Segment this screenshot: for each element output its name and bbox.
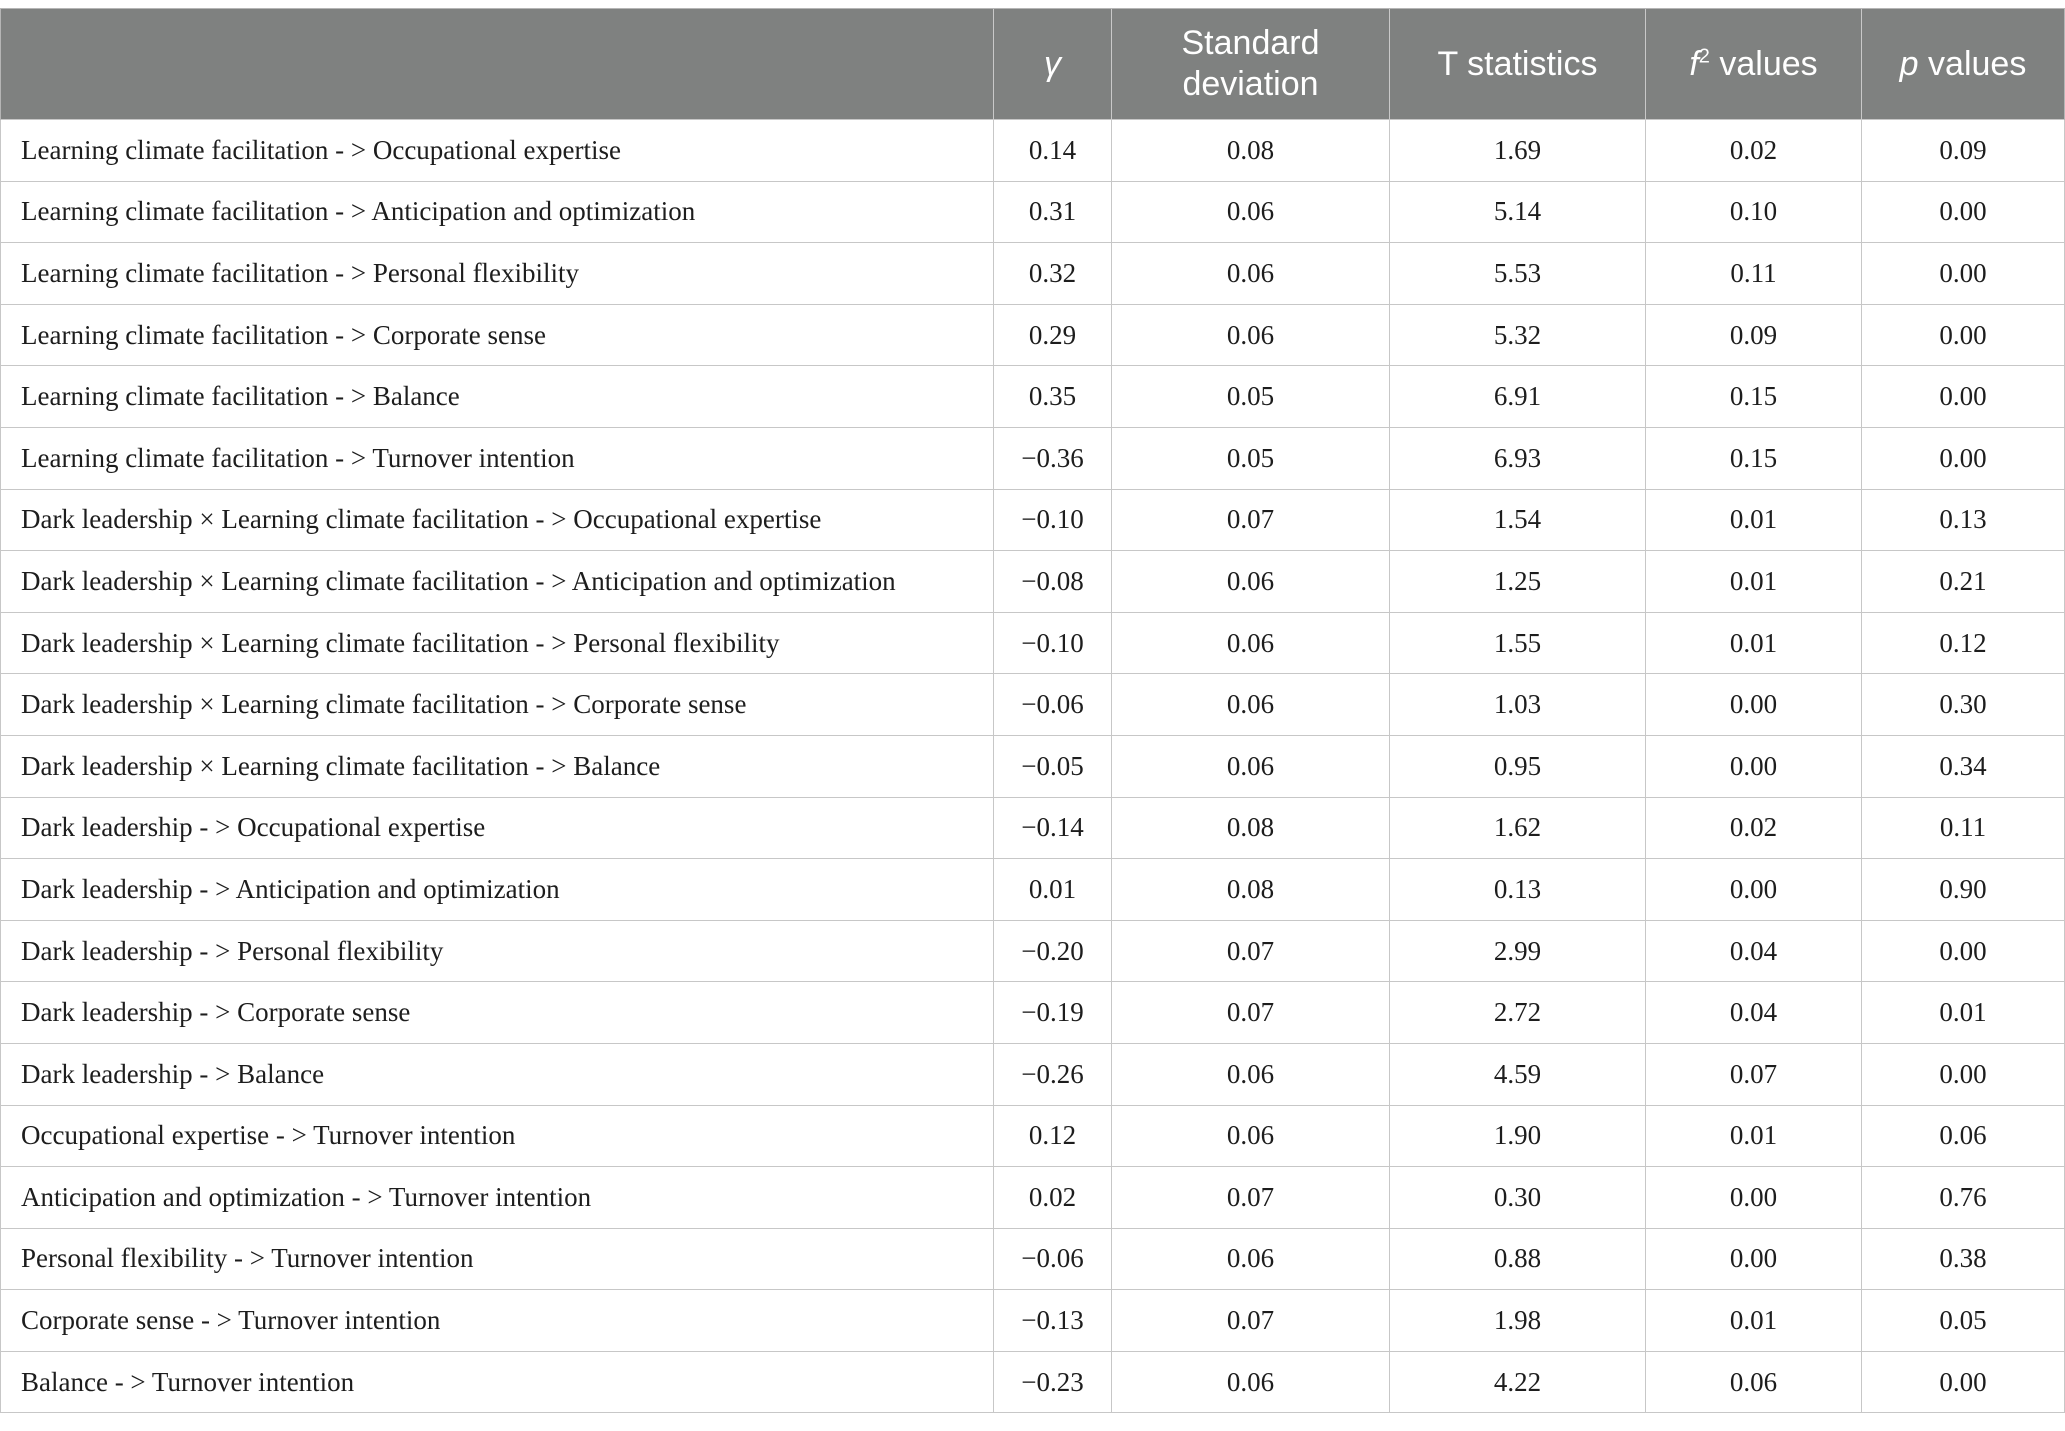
path-cell: Learning climate facilitation - > Occupational expertise <box>1 120 994 182</box>
gamma-cell: −0.10 <box>994 612 1112 674</box>
gamma-cell: 0.35 <box>994 366 1112 428</box>
p-value-cell: 0.00 <box>1862 304 2065 366</box>
table-row <box>1 1105 2065 1167</box>
path-cell: Personal flexibility - > Turnover intention <box>1 1228 994 1290</box>
p-value-cell: 0.00 <box>1862 1351 2065 1413</box>
p-value-cell: 0.00 <box>1862 366 2065 428</box>
p-value-cell: 0.76 <box>1862 1167 2065 1229</box>
path-cell: Dark leadership - > Personal flexibility <box>1 920 994 982</box>
header-row <box>1 9 2065 120</box>
sd-cell: 0.06 <box>1112 674 1390 736</box>
t-stat-cell: 5.32 <box>1390 304 1646 366</box>
path-cell: Corporate sense - > Turnover intention <box>1 1290 994 1352</box>
gamma-cell: −0.26 <box>994 1043 1112 1105</box>
sd-cell: 0.08 <box>1112 859 1390 921</box>
sd-cell: 0.07 <box>1112 489 1390 551</box>
t-stat-cell: 6.91 <box>1390 366 1646 428</box>
path-cell: Anticipation and optimization - > Turnover intention <box>1 1167 994 1229</box>
f2-cell: 0.00 <box>1646 674 1862 736</box>
sd-cell: 0.06 <box>1112 181 1390 243</box>
gamma-cell: −0.10 <box>994 489 1112 551</box>
table-row <box>1 982 2065 1044</box>
gamma-cell: −0.14 <box>994 797 1112 859</box>
p-value-cell: 0.38 <box>1862 1228 2065 1290</box>
t-stat-cell: 0.30 <box>1390 1167 1646 1229</box>
p-value-cell: 0.00 <box>1862 920 2065 982</box>
path-cell: Learning climate facilitation - > Corporate sense <box>1 304 994 366</box>
f2-cell: 0.10 <box>1646 181 1862 243</box>
header-standard-deviation <box>1112 9 1390 120</box>
gamma-cell: −0.06 <box>994 1228 1112 1290</box>
gamma-cell: 0.31 <box>994 181 1112 243</box>
gamma-cell: 0.29 <box>994 304 1112 366</box>
gamma-cell: −0.20 <box>994 920 1112 982</box>
gamma-cell: −0.23 <box>994 1351 1112 1413</box>
p-value-cell: 0.09 <box>1862 120 2065 182</box>
p-value-cell: 0.00 <box>1862 243 2065 305</box>
p-value-cell: 0.00 <box>1862 181 2065 243</box>
table-row <box>1 427 2065 489</box>
header-text-pre: T statistics <box>1437 44 1598 83</box>
gamma-cell: −0.36 <box>994 427 1112 489</box>
f2-cell: 0.02 <box>1646 797 1862 859</box>
sd-cell: 0.05 <box>1112 427 1390 489</box>
table-row <box>1 1167 2065 1229</box>
table-row <box>1 1351 2065 1413</box>
table-header <box>1 9 2065 120</box>
t-stat-cell: 4.22 <box>1390 1351 1646 1413</box>
p-value-cell: 0.30 <box>1862 674 2065 736</box>
path-cell: Dark leadership × Learning climate facilitation - > Occupational expertise <box>1 489 994 551</box>
sd-cell: 0.06 <box>1112 1043 1390 1105</box>
f2-cell: 0.00 <box>1646 735 1862 797</box>
header-text-italic: f <box>1689 44 1699 83</box>
table-row <box>1 1290 2065 1352</box>
t-stat-cell: 1.90 <box>1390 1105 1646 1167</box>
gamma-cell: −0.08 <box>994 551 1112 613</box>
f2-cell: 0.00 <box>1646 1228 1862 1290</box>
path-cell: Dark leadership - > Anticipation and optimization <box>1 859 994 921</box>
f2-cell: 0.00 <box>1646 1167 1862 1229</box>
table-row <box>1 1228 2065 1290</box>
path-cell: Learning climate facilitation - > Turnover intention <box>1 427 994 489</box>
path-cell: Dark leadership × Learning climate facilitation - > Balance <box>1 735 994 797</box>
sd-cell: 0.06 <box>1112 735 1390 797</box>
path-cell: Dark leadership - > Occupational expertise <box>1 797 994 859</box>
header-path <box>1 9 994 120</box>
sd-cell: 0.08 <box>1112 120 1390 182</box>
header-text-italic: p <box>1899 44 1919 83</box>
path-cell: Dark leadership - > Balance <box>1 1043 994 1105</box>
sd-cell: 0.06 <box>1112 1105 1390 1167</box>
f2-cell: 0.15 <box>1646 366 1862 428</box>
t-stat-cell: 1.25 <box>1390 551 1646 613</box>
p-value-cell: 0.01 <box>1862 982 2065 1044</box>
f2-cell: 0.01 <box>1646 612 1862 674</box>
path-cell: Learning climate facilitation - > Personal flexibility <box>1 243 994 305</box>
t-stat-cell: 6.93 <box>1390 427 1646 489</box>
gamma-cell: −0.06 <box>994 674 1112 736</box>
header-text-post: values <box>1709 44 1818 83</box>
header-t-statistics <box>1390 9 1646 120</box>
f2-cell: 0.06 <box>1646 1351 1862 1413</box>
table-body <box>1 120 2065 1413</box>
table-row <box>1 304 2065 366</box>
gamma-cell: 0.12 <box>994 1105 1112 1167</box>
table-row <box>1 797 2065 859</box>
path-cell: Dark leadership × Learning climate facilitation - > Personal flexibility <box>1 612 994 674</box>
sd-cell: 0.06 <box>1112 243 1390 305</box>
t-stat-cell: 2.72 <box>1390 982 1646 1044</box>
p-value-cell: 0.12 <box>1862 612 2065 674</box>
f2-cell: 0.07 <box>1646 1043 1862 1105</box>
table-row <box>1 674 2065 736</box>
table-row <box>1 612 2065 674</box>
p-value-cell: 0.00 <box>1862 1043 2065 1105</box>
t-stat-cell: 1.98 <box>1390 1290 1646 1352</box>
p-value-cell: 0.00 <box>1862 427 2065 489</box>
table-row <box>1 859 2065 921</box>
sd-cell: 0.07 <box>1112 920 1390 982</box>
gamma-cell: 0.32 <box>994 243 1112 305</box>
gamma-cell: 0.14 <box>994 120 1112 182</box>
table-row <box>1 366 2065 428</box>
path-cell: Dark leadership - > Corporate sense <box>1 982 994 1044</box>
gamma-cell: 0.01 <box>994 859 1112 921</box>
p-value-cell: 0.11 <box>1862 797 2065 859</box>
sd-cell: 0.06 <box>1112 1351 1390 1413</box>
f2-cell: 0.00 <box>1646 859 1862 921</box>
path-cell: Balance - > Turnover intention <box>1 1351 994 1413</box>
sd-cell: 0.07 <box>1112 1290 1390 1352</box>
t-stat-cell: 2.99 <box>1390 920 1646 982</box>
p-value-cell: 0.06 <box>1862 1105 2065 1167</box>
f2-cell: 0.01 <box>1646 1105 1862 1167</box>
t-stat-cell: 1.03 <box>1390 674 1646 736</box>
table-row <box>1 551 2065 613</box>
t-stat-cell: 4.59 <box>1390 1043 1646 1105</box>
f2-cell: 0.01 <box>1646 1290 1862 1352</box>
table-row <box>1 1043 2065 1105</box>
table-row <box>1 243 2065 305</box>
t-stat-cell: 0.88 <box>1390 1228 1646 1290</box>
t-stat-cell: 0.13 <box>1390 859 1646 921</box>
f2-cell: 0.04 <box>1646 982 1862 1044</box>
p-value-cell: 0.34 <box>1862 735 2065 797</box>
sd-cell: 0.07 <box>1112 982 1390 1044</box>
t-stat-cell: 1.69 <box>1390 120 1646 182</box>
sd-cell: 0.06 <box>1112 1228 1390 1290</box>
t-stat-cell: 1.62 <box>1390 797 1646 859</box>
gamma-cell: −0.05 <box>994 735 1112 797</box>
table-row <box>1 920 2065 982</box>
sd-cell: 0.06 <box>1112 304 1390 366</box>
sd-cell: 0.07 <box>1112 1167 1390 1229</box>
header-gamma <box>994 9 1112 120</box>
t-stat-cell: 0.95 <box>1390 735 1646 797</box>
t-stat-cell: 1.54 <box>1390 489 1646 551</box>
path-coefficients-table <box>0 8 2065 1413</box>
p-value-cell: 0.13 <box>1862 489 2065 551</box>
f2-cell: 0.01 <box>1646 489 1862 551</box>
f2-cell: 0.02 <box>1646 120 1862 182</box>
f2-cell: 0.09 <box>1646 304 1862 366</box>
f2-cell: 0.15 <box>1646 427 1862 489</box>
p-value-cell: 0.21 <box>1862 551 2065 613</box>
table-row <box>1 735 2065 797</box>
path-cell: Learning climate facilitation - > Balance <box>1 366 994 428</box>
t-stat-cell: 5.14 <box>1390 181 1646 243</box>
header-text-pre: Standard deviation <box>1181 24 1320 103</box>
header-text-sup: 2 <box>1698 45 1710 68</box>
p-value-cell: 0.05 <box>1862 1290 2065 1352</box>
sd-cell: 0.06 <box>1112 612 1390 674</box>
path-cell: Learning climate facilitation - > Anticipation and optimization <box>1 181 994 243</box>
t-stat-cell: 1.55 <box>1390 612 1646 674</box>
p-value-cell: 0.90 <box>1862 859 2065 921</box>
sd-cell: 0.06 <box>1112 551 1390 613</box>
header-text-post: values <box>1918 44 2027 83</box>
path-cell: Dark leadership × Learning climate facilitation - > Anticipation and optimization <box>1 551 994 613</box>
sd-cell: 0.05 <box>1112 366 1390 428</box>
path-cell: Dark leadership × Learning climate facilitation - > Corporate sense <box>1 674 994 736</box>
f2-cell: 0.11 <box>1646 243 1862 305</box>
f2-cell: 0.04 <box>1646 920 1862 982</box>
gamma-cell: −0.19 <box>994 982 1112 1044</box>
results-table-container <box>0 8 2064 1413</box>
path-cell: Occupational expertise - > Turnover intention <box>1 1105 994 1167</box>
table-row <box>1 489 2065 551</box>
f2-cell: 0.01 <box>1646 551 1862 613</box>
table-row <box>1 181 2065 243</box>
header-p-values <box>1862 9 2065 120</box>
gamma-cell: 0.02 <box>994 1167 1112 1229</box>
header-f2-values <box>1646 9 1862 120</box>
gamma-cell: −0.13 <box>994 1290 1112 1352</box>
table-row <box>1 120 2065 182</box>
sd-cell: 0.08 <box>1112 797 1390 859</box>
header-text-italic: γ <box>1044 44 1061 83</box>
t-stat-cell: 5.53 <box>1390 243 1646 305</box>
